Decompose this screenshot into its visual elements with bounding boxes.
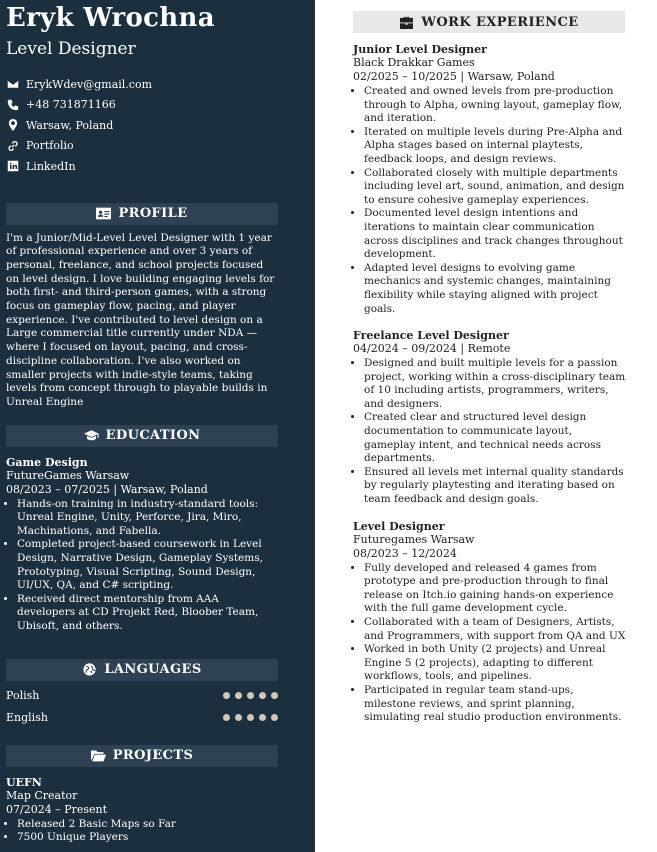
project-role: Map Creator [6,788,78,802]
list-item: • Created clear and structured level design documentation to communicate layout, gameplay intent, and technical needs across departments. [364,411,626,465]
rating-dot [259,692,266,699]
list-item: • Created and owned levels from pre-production through to Alpha, owning layout, gameplay flow, and iteration. [364,85,626,126]
list-item: • Completed project-based coursework in Level Design, Narrative Design, Gameplay Systems, Prototyping, Visual Scripting, Sound Design, UI/UX, QA, and C# scripting. [17,538,275,592]
work-bullets [353,357,633,507]
folder-open-icon [91,749,106,762]
project-meta: 07/2024 – Present [6,802,108,816]
project-entry [6,776,309,845]
list-item: • Designed and built multiple levels for a passion project, working within a cross-disciplinary team of 10 including artists, programmers, writers, and designers. [364,357,626,411]
sidebar [0,0,315,852]
profile-heading-text: PROFILE [118,206,188,221]
profile-heading [6,203,278,225]
list-item: • Released 2 Basic Maps so Far [17,818,275,832]
education-bullets [6,498,309,634]
list-item: • Worked in both Unity (2 projects) and Unreal Engine 5 (2 projects), adapting to different workflows, tools, and pipelines. [364,643,626,684]
linkedin-icon [6,159,20,173]
rating-dot [247,692,254,699]
globe-icon [82,663,97,676]
rating-dot [235,714,242,721]
contact-linkedin-text: LinkedIn [26,159,76,173]
graduation-cap-icon [84,429,99,442]
education-title: Game Design [6,455,88,469]
work-heading-text: WORK EXPERIENCE [421,14,579,30]
profile-text: I'm a Junior/Mid-Level Level Designer with 1 year of professional experience and over 3 years of personal, freelance, and school projects focused on level design. I love building engaging levels for both first- and third-person games, with a strong focus on gameplay flow, pacing, and player experience. I've contributed to level design on a Large commercial title currently under NDA — where I focused on layout, pacing, and cross-discipline collaboration. I've also worked on smaller projects with indie-style teams, taking levels from concept through to playable builds in Unreal Engine [6,231,275,408]
list-item: • Fully developed and released 4 games from prototype and pre-production through to final release on Itch.io gaining hands-on experience with the full game development cycle. [364,562,626,616]
list-item: • Collaborated closely with multiple departments including level art, sound, animation, and design to ensure cohesive gameplay experiences. [364,167,626,208]
contact-portfolio[interactable] [6,136,309,157]
list-item [6,685,278,707]
contact-list [6,74,309,177]
work-title: Level Designer [353,519,445,533]
id-card-icon [96,207,111,220]
work-title: Freelance Level Designer [353,329,509,343]
list-item: • 7500 Unique Players [17,831,275,845]
contact-email-text: ErykWdev@gmail.com [26,77,153,91]
briefcase-icon [399,16,414,29]
candidate-title: Level Designer [6,39,136,59]
work-title: Junior Level Designer [353,43,487,56]
work-meta: 04/2024 – 09/2024 | Remote [353,342,511,356]
contact-portfolio-text: Portfolio [26,139,74,153]
work-org: Futuregames Warsaw [353,532,475,546]
main-content [353,0,633,725]
rating-dot [271,714,278,721]
project-bullets [6,818,309,845]
language-name: English [6,711,48,725]
proficiency-rating [223,692,278,699]
contact-location-text: Warsaw, Poland [26,118,114,132]
language-list [6,685,309,729]
language-name: Polish [6,689,40,703]
contact-linkedin[interactable] [6,156,309,177]
education-org: FutureGames Warsaw [6,468,130,482]
list-item: • Collaborated with a team of Designers, Artists, and Programmers, with support from QA and UX [364,616,626,643]
languages-heading-text: LANGUAGES [104,662,202,678]
work-meta: 02/2025 – 10/2025 | Warsaw, Poland [353,70,555,83]
contact-phone[interactable] [6,95,309,116]
work-heading [353,11,625,33]
rating-dot [259,714,266,721]
rating-dot [247,714,254,721]
candidate-name: Eryk Wrochna [6,3,215,33]
rating-dot [235,692,242,699]
rating-dot [223,692,230,699]
projects-heading [6,745,278,767]
list-item: • Hands-on training in industry-standard tools: Unreal Engine, Unity, Perforce, Jira, Miro, Machinations, and Fabella. [17,498,275,539]
languages-heading [6,659,278,681]
envelope-icon [6,77,20,91]
list-item: • Documented level design intentions and iterations to maintain clear communication across disciplines and track changes throughout development. [364,207,626,261]
education-heading-text: EDUCATION [105,428,201,444]
education-heading [6,425,278,447]
education-meta: 08/2023 – 07/2025 | Warsaw, Poland [6,482,208,496]
work-entry [353,329,633,507]
list-item: • Participated in regular team stand-ups, milestone reviews, and sprint planning, simulating real studio production environments. [364,684,626,725]
link-icon [6,139,20,153]
list-item: • Adapted level designs to evolving game mechanics and systemic changes, maintaining flexibility while staying aligned with project goals. [364,262,626,316]
rating-dot [271,692,278,699]
proficiency-rating [223,714,278,721]
phone-icon [6,98,20,112]
contact-phone-text: +48 731871166 [26,98,116,112]
contact-email[interactable] [6,74,309,95]
projects-heading-text: PROJECTS [112,748,194,764]
list-item [6,707,278,729]
education-entry [6,456,309,634]
work-entry [353,43,633,316]
rating-dot [223,714,230,721]
list-item: • Iterated on multiple levels during Pre-Alpha and Alpha stages based on internal playtests, feedback loops, and design reviews. [364,126,626,167]
list-item: • Received direct mentorship from AAA developers at CD Projekt Red, Bloober Team, Ubisoft, and others. [17,593,275,634]
location-pin-icon [6,118,20,132]
work-meta: 08/2023 – 12/2024 [353,546,457,560]
list-item: • Ensured all levels met internal quality standards by regularly playtesting and iterating based on team feedback and design goals. [364,466,626,507]
project-title: UEFN [6,775,42,789]
work-bullets [353,562,633,725]
work-entry [353,520,633,725]
contact-location [6,115,309,136]
work-org: Black Drakkar Games [353,56,475,69]
work-bullets [353,85,633,316]
